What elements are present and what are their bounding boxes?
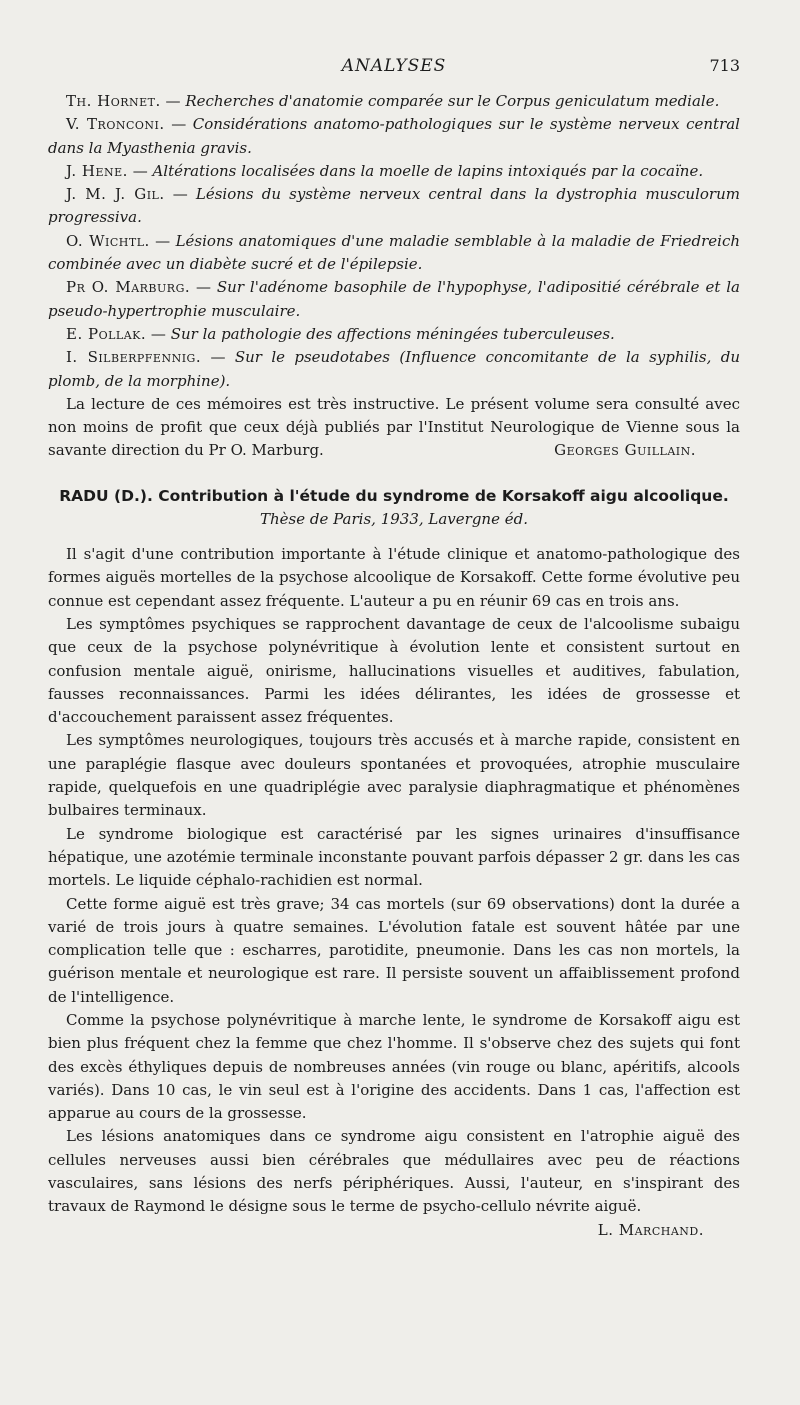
review-paragraph: Cette forme aiguë est très grave; 34 cas mortels (sur 69 observations) dont la durée a varié de trois jours à quatre semaines. L'évolution fatale est souvent hâtée par une complication telle que : escharres, parotidite, pneumonie. Dans les cas non mortels, la guérison mentale et neurologique est rare. Il persiste souvent un affaiblissement profond de l'intelligence.: [48, 894, 740, 1006]
reference-author: Pr O. Marburg.: [66, 278, 191, 297]
review-author: RADU (D.).: [59, 486, 153, 505]
review-heading: [48, 485, 740, 508]
review-paragraph: Les lésions anatomiques dans ce syndrome aigu consistent en l'atrophie aiguë des cellules nerveuses aussi bien cérébrales que médullaires avec peu de réactions vasculaires, sans lésions des nerfs périphériques. Aussi, l'auteur, en s'inspirant des travaux de Raymond le désigne sous le terme de psycho-cellulo névrite aiguë.: [48, 1127, 740, 1216]
reference-item: I. Silberpfennig. — Sur le pseudotabes (Influence concomitante de la syphilis, du plomb, de la morphine).: [48, 348, 740, 390]
reference-item: V. Tronconi. — Considérations anatomo-pathologiques sur le système nerveux central dans la Myasthenia gravis.: [48, 115, 740, 157]
review-paragraph: Il s'agit d'une contribution importante à l'étude clinique et anatomo-pathologique des formes aiguës mortelles de la psychose alcoolique de Korsakoff. Cette forme évolutive peu connue est cependant assez fréquente. L'auteur a pu en réunir 69 cas en trois ans.: [48, 545, 740, 610]
review-paragraph: Les symptômes psychiques se rapprochent davantage de ceux de l'alcoolisme subaigu que ceux de la psychose polynévritique à évolution lente et consistent surtout en confusion mentale aiguë, onirisme, hallucinations visuelles et auditives, fabulation, fausses reconnaissances. Parmi les idées délirantes, les idées de grossesse et d'accouchement paraissent assez fréquentes.: [48, 614, 740, 727]
reference-title: Sur l'adénome basophile de l'hypophyse, l'adipositié cérébrale et la pseudo-hypertrophie musculaire.: [48, 278, 740, 320]
reference-title: Altérations localisées dans la moelle de lapins intoxiqués par la cocaïne.: [152, 161, 704, 180]
article-body: [48, 90, 740, 1242]
review-paragraph: Le syndrome biologique est caractérisé par les signes urinaires d'insuffisance hépatique, une azotémie terminale inconstante pouvant parfois dépasser 2 gr. dans les cas mortels. Le liquide céphalo-rachidien est normal.: [48, 824, 740, 890]
reference-item: Th. Hornet. — Recherches d'anatomie comparée sur le Corpus geniculatum mediale.: [66, 92, 720, 110]
signature: L. Marchand.: [597, 1220, 704, 1239]
review-paragraph: Les symptômes neurologiques, toujours très accusés et à marche rapide, consistent en une paraplégie flasque avec douleurs spontanées et provoquées, atrophie musculaire rapide, quelquefois en une quadriplégie avec paralysie diaphragmatique et phénomènes bulbaires terminaux.: [48, 731, 740, 820]
reference-item: J. M. J. Gil. — Lésions du système nerveux central dans la dystrophia musculorum progressiva.: [48, 185, 740, 227]
reference-item: O. Wichtl. — Lésions anatomiques d'une maladie semblable à la maladie de Friedreich combinée avec un diabète sucré et de l'épilepsie.: [48, 231, 741, 274]
reference-author: Th. Hornet.: [66, 92, 161, 110]
review-title: Contribution à l'étude du syndrome de Korsakoff aigu alcoolique.: [158, 486, 729, 505]
reference-title: Lésions anatomiques d'une maladie semblable à la maladie de Friedreich combinée avec un diabète sucré et de l'épilepsie.: [48, 231, 741, 274]
reference-item: E. Pollak. — Sur la pathologie des affections méningées tuberculeuses.: [66, 324, 615, 343]
reference-item: Pr O. Marburg. — Sur l'adénome basophile de l'hypophyse, l'adipositié cérébrale et la pseudo-hypertrophie musculaire.: [48, 278, 740, 320]
reference-author: E. Pollak.: [66, 324, 147, 343]
reference-author: O. Wichtl.: [66, 231, 150, 250]
review-publication: Thèse de Paris, 1933, Lavergne éd.: [260, 509, 528, 528]
reference-author: V. Tronconi.: [66, 115, 165, 134]
running-head: [48, 56, 740, 80]
reference-title: Lésions du système nerveux central dans la dystrophia musculorum progressiva.: [48, 185, 740, 227]
reference-title: Sur la pathologie des affections méningées tuberculeuses.: [170, 324, 615, 343]
reference-title: Recherches d'anatomie comparée sur le Corpus geniculatum mediale.: [185, 92, 720, 110]
reference-author: J. Hene.: [66, 161, 128, 180]
reference-title: Sur le pseudotabes (Influence concomitante de la syphilis, du plomb, de la morphine).: [48, 348, 740, 390]
running-title: ANALYSES: [341, 56, 447, 76]
reference-item: J. Hene. — Altérations localisées dans la moelle de lapins intoxiqués par la cocaïne.: [66, 161, 704, 180]
reference-author: I. Silberpfennig.: [66, 348, 202, 367]
reference-title: Considérations anatomo-pathologiques sur le système nerveux central dans la Myasthenia gravis.: [48, 115, 740, 157]
signature: Georges Guillain.: [554, 441, 696, 460]
closing-paragraph: [48, 393, 740, 463]
closing-text: La lecture de ces mémoires est très instructive. Le présent volume sera consulté avec non moins de profit que ceux déjà publiés par l'Institut Neurologique de Vienne sous la savante direction du Pr O. Marburg.: [48, 394, 740, 460]
page-number: 713: [709, 56, 740, 75]
review-paragraph: Comme la psychose polynévritique à marche lente, le syndrome de Korsakoff aigu est bien plus fréquent chez la femme que chez l'homme. Il s'observe chez des sujets qui font des excès éthyliques depuis de nombreuses années (vin rouge ou blanc, apéritifs, alcools variés). Dans 10 cas, le vin seul est à l'origine des accidents. Dans 1 cas, l'affection est apparue au cours de la grossesse.: [48, 1010, 740, 1123]
reference-author: J. M. J. Gil.: [66, 185, 165, 204]
